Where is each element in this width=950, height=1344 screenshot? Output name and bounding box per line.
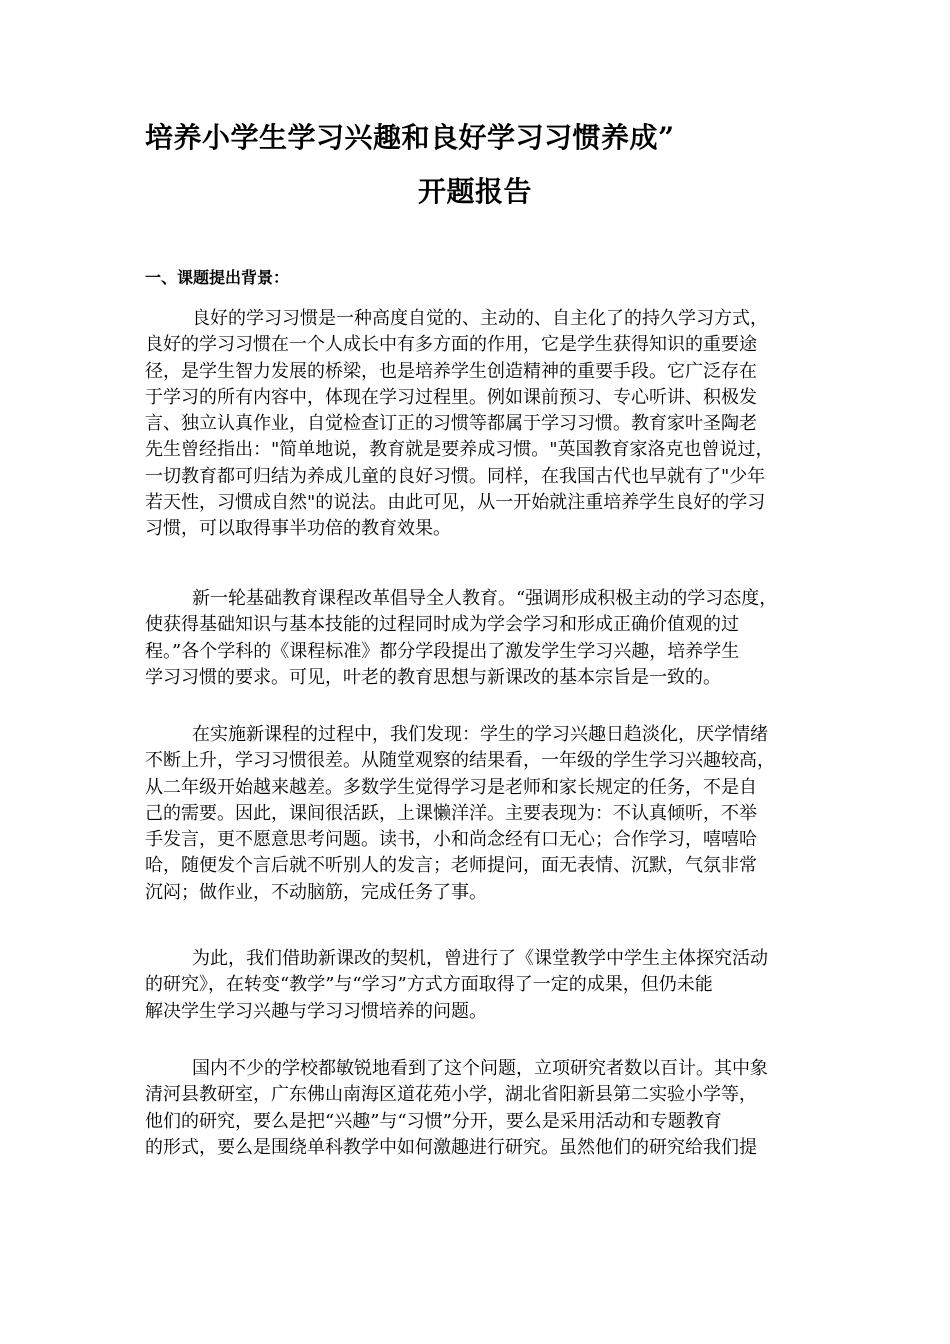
paragraph-line: 程。”各个学科的《课程标准》都分学段提出了激发学生学习兴趣，培养学生 <box>145 640 740 662</box>
paragraph-line: 若天性，习惯成自然"的说法。由此可见，从一开始就注重培养学生良好的学习 <box>145 492 766 514</box>
paragraph-line: 一切教育都可归结为养成儿童的良好习惯。同样，在我国古代也早就有了"少年 <box>145 465 766 487</box>
paragraph-line: 国内不少的学校都敏锐地看到了这个问题，立项研究者数以百计。其中象 <box>192 1058 768 1079</box>
paragraph-line: 哈，随便发个言后就不听别人的发言；老师提问，面无表情、沉默，气氛非常 <box>145 855 757 877</box>
paragraph-line: 径，是学生智力发展的桥梁，也是培养学生创造精神的重要手段。它广泛存在 <box>145 360 757 382</box>
paragraph-line: 先生曾经指出："简单地说，教育就是要养成习惯。"英国教育家洛克也曾说过， <box>145 439 774 461</box>
paragraph-line: 清河县教研室，广东佛山南海区道花苑小学，湖北省阳新县第二实验小学等， <box>145 1084 757 1106</box>
paragraph-line: 从二年级开始越来越差。多数学生觉得学习是老师和家长规定的任务，不是自 <box>145 776 757 798</box>
paragraph-line: 的形式，要么是围绕单科教学中如何激趣进行研究。虽然他们的研究给我们提 <box>145 1136 757 1158</box>
paragraph-line: 解决学生学习兴趣与学习习惯培养的问题。 <box>145 1000 487 1022</box>
paragraph-line: 手发言，更不愿意思考问题。读书，小和尚念经有口无心；合作学习，嘻嘻哈 <box>145 829 757 851</box>
paragraph-5 <box>145 1056 815 1161</box>
paragraph-line: 沉闷；做作业，不动脑筋，完成任务了事。 <box>145 881 487 903</box>
document-title: 培养小学生学习兴趣和良好学习习惯养成” <box>145 121 675 154</box>
paragraph-line: 使获得基础知识与基本技能的过程同时成为学会学习和形成正确价值观的过 <box>145 614 739 636</box>
document-subtitle: 开题报告 <box>418 175 533 208</box>
paragraph-line: 在实施新课程的过程中，我们发现：学生的学习兴趣日趋淡化，厌学情绪 <box>192 724 768 745</box>
paragraph-1 <box>145 306 815 543</box>
paragraph-line: 己的需要。因此，课间很活跃，上课懒洋洋。主要表现为：不认真倾听，不举 <box>145 802 757 824</box>
paragraph-line: 为此，我们借助新课改的契机，曾进行了《课堂教学中学生主体探究活动 <box>192 948 768 969</box>
paragraph-line: 言、独立认真作业，自觉检查订正的习惯等都属于学习习惯。教育家叶圣陶老 <box>145 413 757 435</box>
paragraph-line: 不断上升，学习习惯很差。从随堂观察的结果看，一年级的学生学习兴趣较高， <box>145 750 775 772</box>
paragraph-line: 的研究》，在转变“教学”与“学习”方式方面取得了一定的成果，但仍未能 <box>145 974 713 996</box>
paragraph-3 <box>145 722 815 906</box>
paragraph-4 <box>145 946 815 1025</box>
paragraph-line: 良好的学习习惯在一个人成长中有多方面的作用，它是学生获得知识的重要途 <box>145 334 757 356</box>
paragraph-line: 学习习惯的要求。可见，叶老的教育思想与新课改的基本宗旨是一致的。 <box>145 666 721 688</box>
paragraph-line: 他们的研究，要么是把“兴趣”与“习惯”分开，要么是采用活动和专题教育 <box>145 1110 722 1132</box>
paragraph-line: 于学习的所有内容中，体现在学习过程里。例如课前预习、专心听讲、积极发 <box>145 386 757 408</box>
paragraph-line: 良好的学习习惯是一种高度自觉的、主动的、自主化了的持久学习方式， <box>192 308 768 329</box>
section-heading-background: 一、课题提出背景： <box>145 268 290 287</box>
paragraph-line: 新一轮基础教育课程改革倡导全人教育。“强调形成积极主动的学习态度， <box>192 588 778 609</box>
paragraph-line: 习惯，可以取得事半功倍的教育效果。 <box>145 518 451 540</box>
paragraph-2 <box>145 586 815 691</box>
